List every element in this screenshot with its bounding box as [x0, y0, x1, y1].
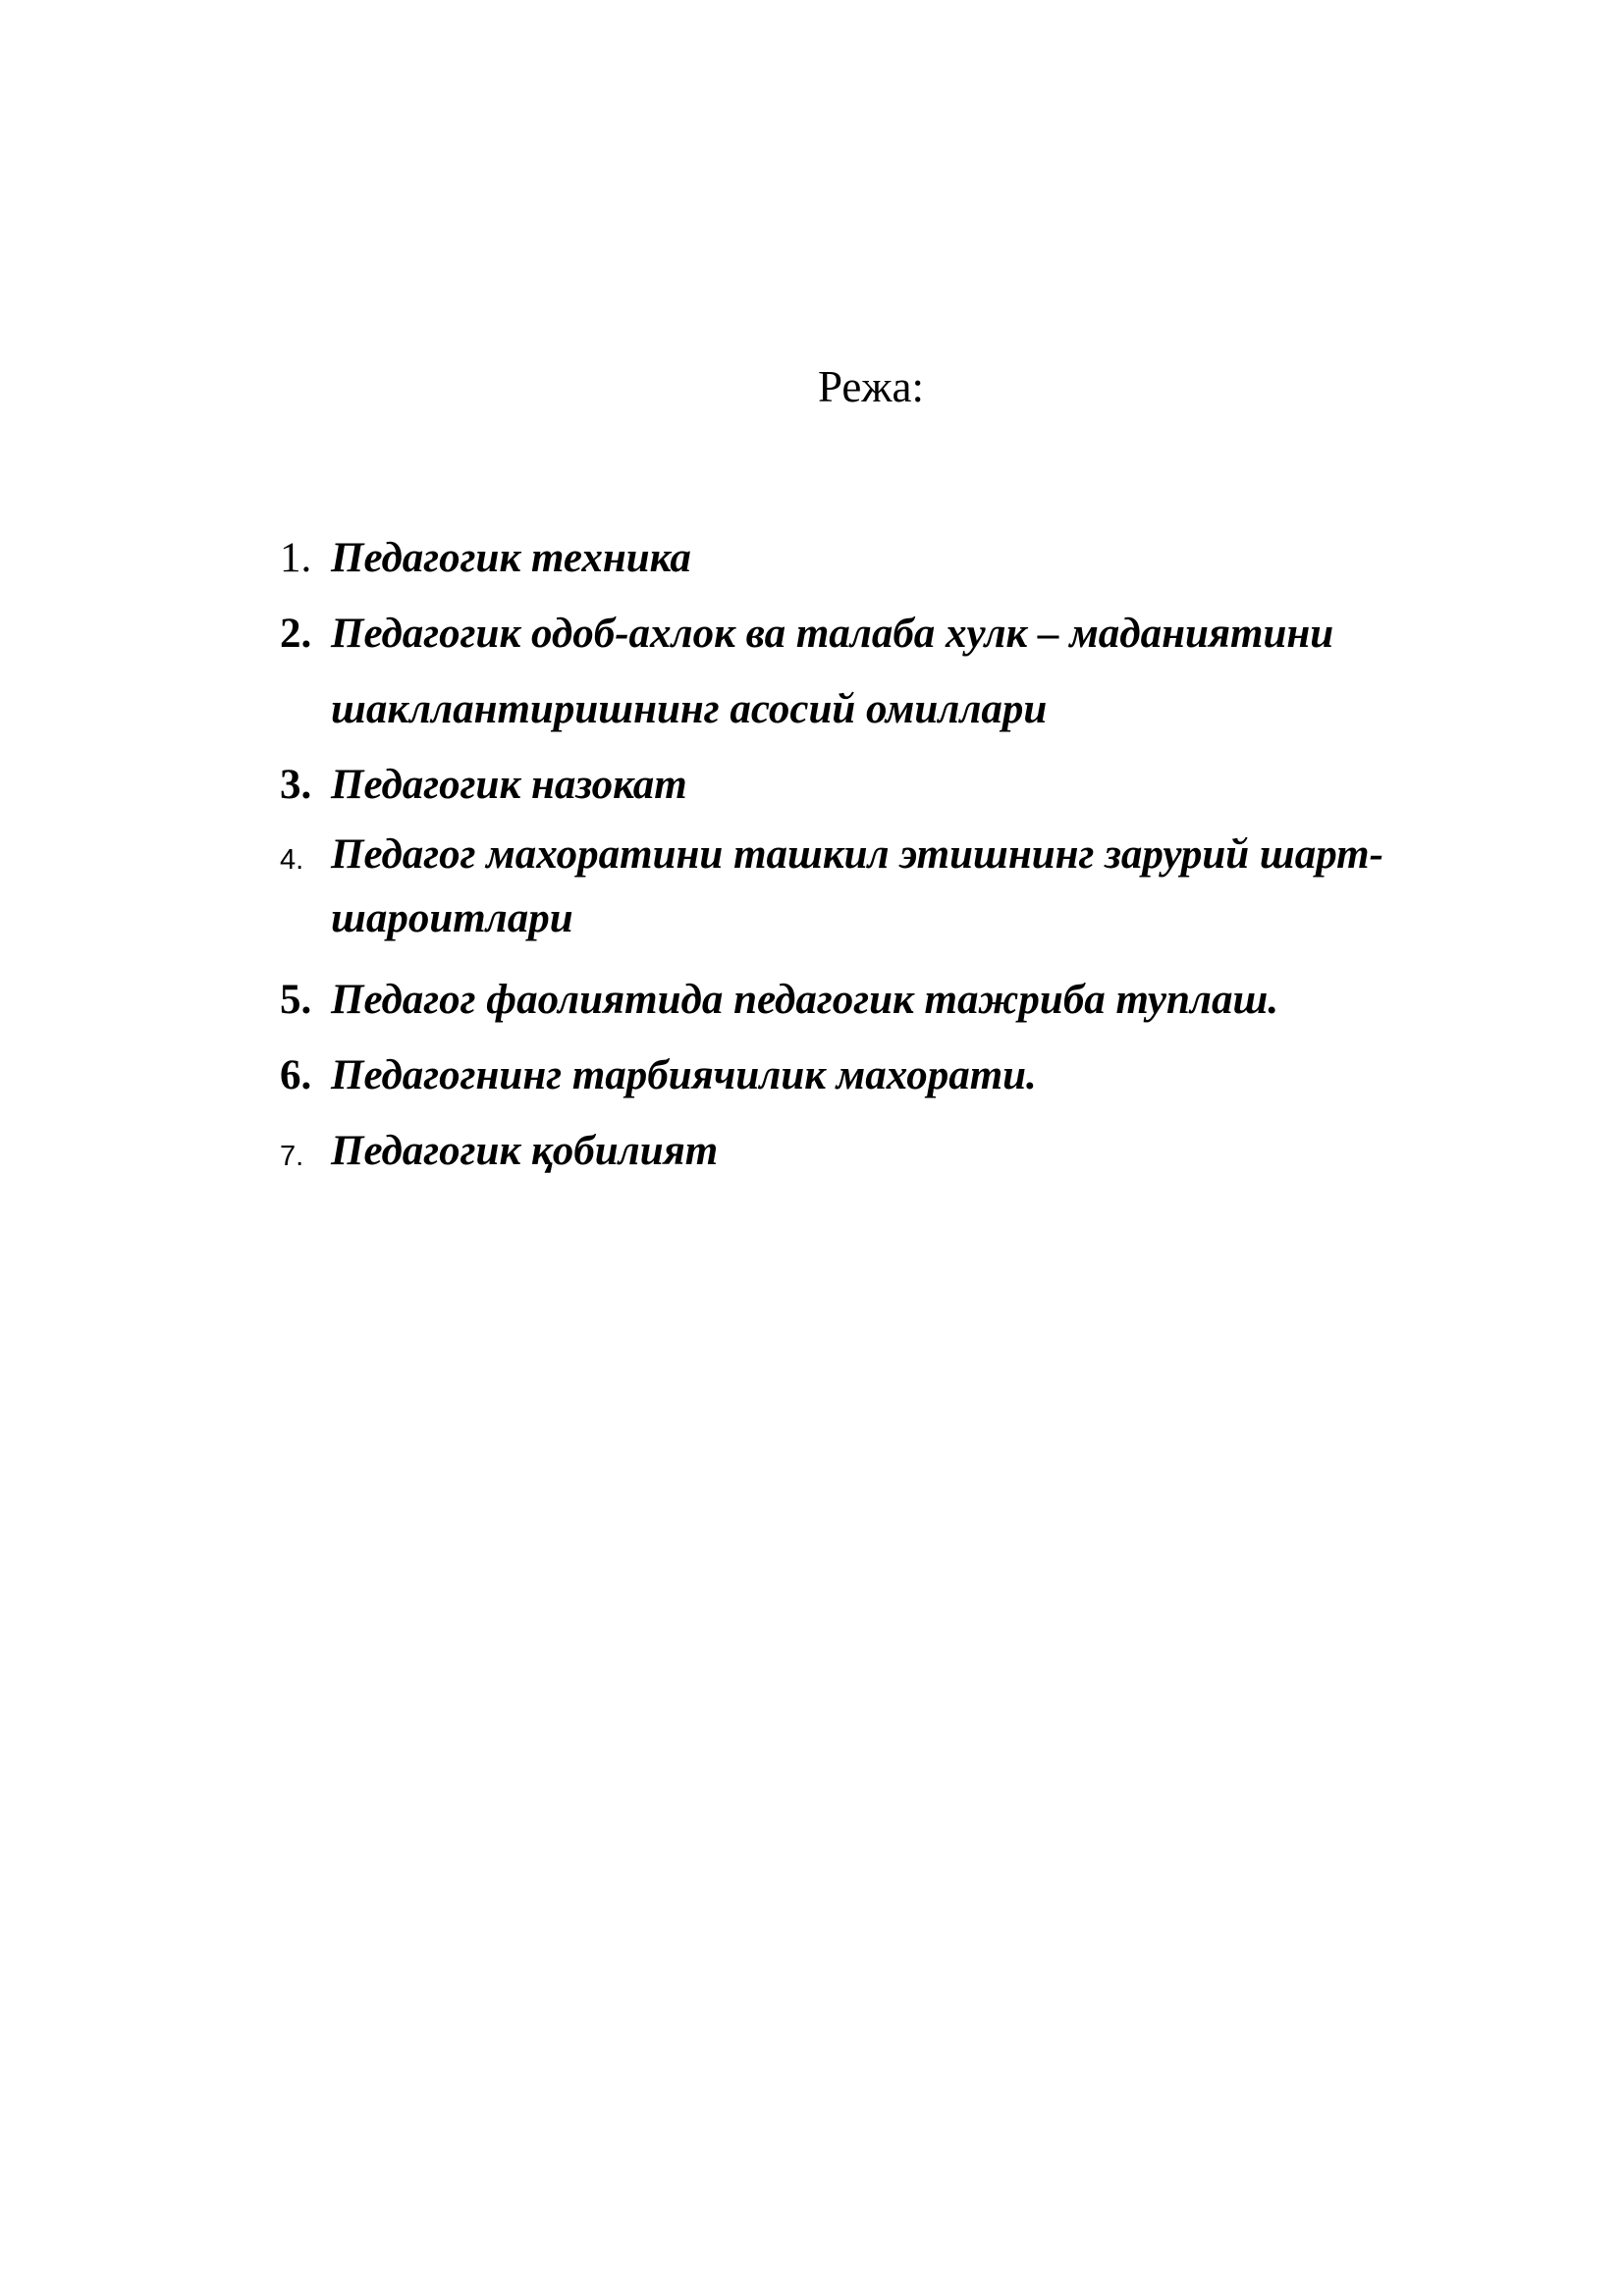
list-item-number: 7. [280, 1141, 304, 1172]
list-item-number: 6. [280, 1052, 312, 1098]
list-item-text: Педагогик қобилият [331, 1128, 719, 1174]
list-item [280, 962, 1458, 1038]
list-item-text: Педагогик назокат [331, 762, 687, 808]
list-item-number: 3. [280, 762, 312, 808]
list-item [280, 1038, 1458, 1113]
list-item-text: Педагог махоратини ташкил этишнинг зарурий шарт-шароитлари [331, 831, 1383, 941]
list-item-number: 2. [280, 611, 312, 657]
page-title: Режа: [818, 362, 924, 411]
list-item [280, 823, 1458, 950]
plan-list [280, 520, 1458, 1189]
list-item-text: Педагогнинг тарбиячилик махорати. [331, 1052, 1037, 1098]
list-item [280, 520, 1458, 596]
list-item-number: 5. [280, 977, 312, 1023]
list-item-number: 1. [280, 535, 312, 581]
list-item [280, 596, 1458, 747]
list-item-text: Педагог фаолиятида педагогик тажриба туплаш. [331, 977, 1279, 1023]
list-item-text: Педагогик техника [331, 535, 691, 581]
list-item-text: Педагогик одоб-ахлок ва талаба хулк – маданиятини шакллантиришнинг асосий омиллари [331, 611, 1334, 732]
list-item [280, 1113, 1458, 1189]
list-item-number: 4. [280, 844, 304, 876]
list-item [280, 747, 1458, 823]
